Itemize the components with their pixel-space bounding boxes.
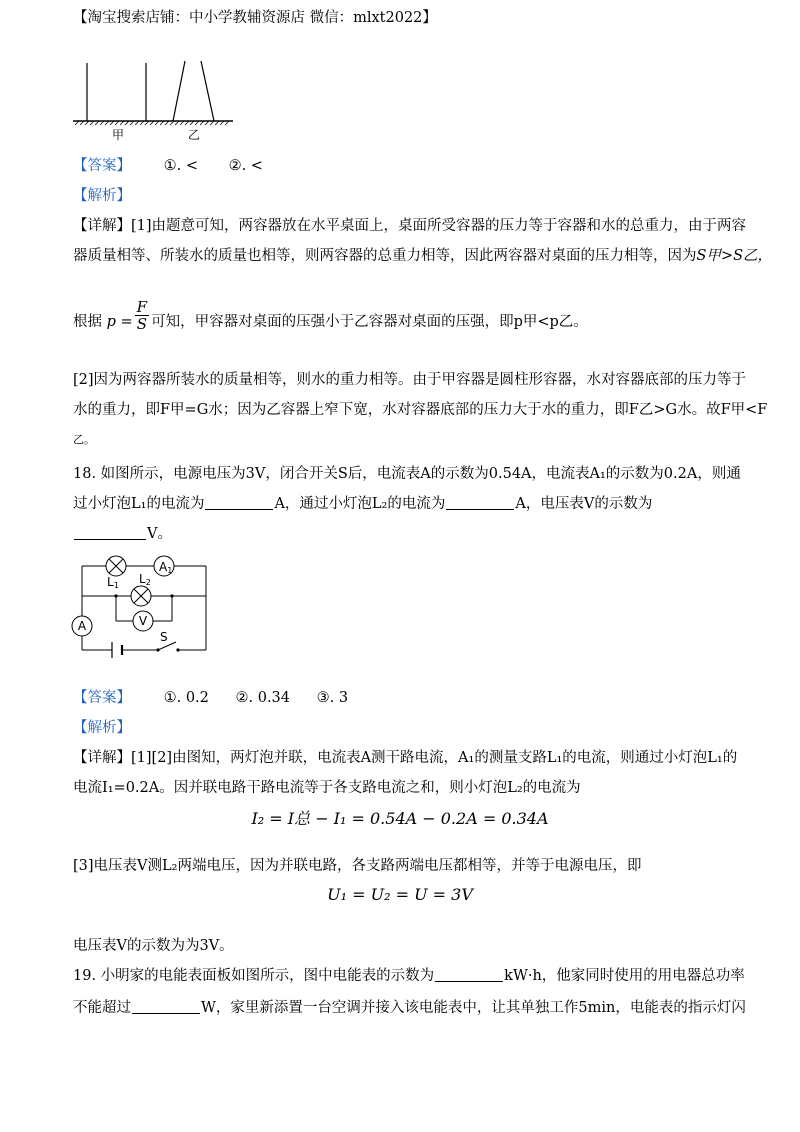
- q18-equation-2: U₁ = U₂ = U = 3V: [327, 885, 473, 904]
- q18-answer: 【答案】 ①. 0.2 ②. 0.34 ③. 3: [73, 690, 349, 706]
- q17-answer: 【答案】 ①. < ②. <: [73, 158, 263, 174]
- fraction-F-over-S: $\frac{F}{S}$: [136, 297, 148, 333]
- q18-line3: V。: [73, 524, 172, 544]
- q18-detail-line3: [3]电压表V测L₂两端电压，因为并联电路，各支路两端电压都相等，并等于电源电压，即: [73, 858, 642, 874]
- label-jia: 甲: [111, 128, 125, 142]
- container-figure: [70, 55, 240, 145]
- q18-analysis-tag: 【解析】: [73, 720, 131, 736]
- q18-line1: 18. 如图所示，电源电压为3V，闭合开关S后，电流表A的示数为0.54A，电流表A₁的示数为0.2A，则通: [73, 466, 741, 482]
- blank-5: [132, 999, 200, 1014]
- answer-tag: 【答案】: [73, 158, 131, 174]
- blank-2: [446, 495, 514, 510]
- q17-detail-line5: 水的重力，即F甲=G水；因为乙容器上窄下宽，水对容器底部的压力大于水的重力，即F乙>G水。故F甲<F: [73, 402, 768, 418]
- q17-detail-line3: 根据 p = $\frac{F}{S}$ 可知，甲容器对桌面的压强小于乙容器对桌面的压强，即p甲<p乙。: [73, 297, 588, 333]
- q17-detail-line4: [2]因为两容器所装水的质量相等，则水的重力相等。由于甲容器是圆柱形容器，水对容器底部的压力等于: [73, 372, 747, 388]
- page-header: 【淘宝搜索店铺：中小学教辅资源店 微信：mlxt2022】: [73, 10, 437, 26]
- voltmeter-v-label: V: [138, 614, 148, 628]
- lamp-l2-label: L2: [139, 572, 151, 587]
- q17-detail-line6: 乙。: [73, 433, 95, 446]
- q18-equation-1: I₂ = I总 − I₁ = 0.54A − 0.2A = 0.34A: [251, 809, 549, 828]
- q18-line2: 过小灯泡L₁的电流为 A，通过小灯泡L₂的电流为 A，电压表V的示数为: [73, 496, 653, 512]
- q17-detail-line2: 器质量相等、所装水的质量也相等，则两容器的总重力相等，因此两容器对桌面的压力相等，因为S甲>S乙，: [73, 248, 773, 264]
- blank-1: [205, 495, 273, 510]
- q18-detail-line2: 电流I₁=0.2A。因并联电路干路电流等于各支路电流之和，则小灯泡L₂的电流为: [73, 780, 581, 796]
- lamp-l1-label: L1: [107, 575, 119, 590]
- label-yi: 乙: [187, 128, 201, 142]
- q19-line1: 19. 小明家的电能表面板如图所示，图中电能表的示数为 kW·h，他家同时使用的用电器总功率: [73, 968, 745, 984]
- q18-detail-line4: 电压表V的示数为为3V。: [73, 938, 234, 954]
- q18-detail-line1: 【详解】[1][2]由图知，两灯泡并联，电流表A测干路电流，A₁的测量支路L₁的电流，则通过小灯泡L₁的: [73, 750, 738, 766]
- ammeter-a1-label: A1: [159, 560, 173, 575]
- blank-3: [74, 525, 146, 540]
- q17-analysis-tag: 【解析】: [73, 188, 131, 204]
- blank-4: [435, 967, 503, 982]
- circuit-diagram: [70, 548, 215, 664]
- switch-s-label: S: [160, 630, 168, 644]
- ammeter-a-label: A: [77, 619, 87, 633]
- q19-line2: 不能超过 W，家里新添置一台空调并接入该电能表中，让其单独工作5min，电能表的指示灯闪: [73, 1000, 746, 1016]
- q17-detail-line1: 【详解】[1]由题意可知，两容器放在水平桌面上，桌面所受容器的压力等于容器和水的总重力，由于两容: [73, 218, 747, 234]
